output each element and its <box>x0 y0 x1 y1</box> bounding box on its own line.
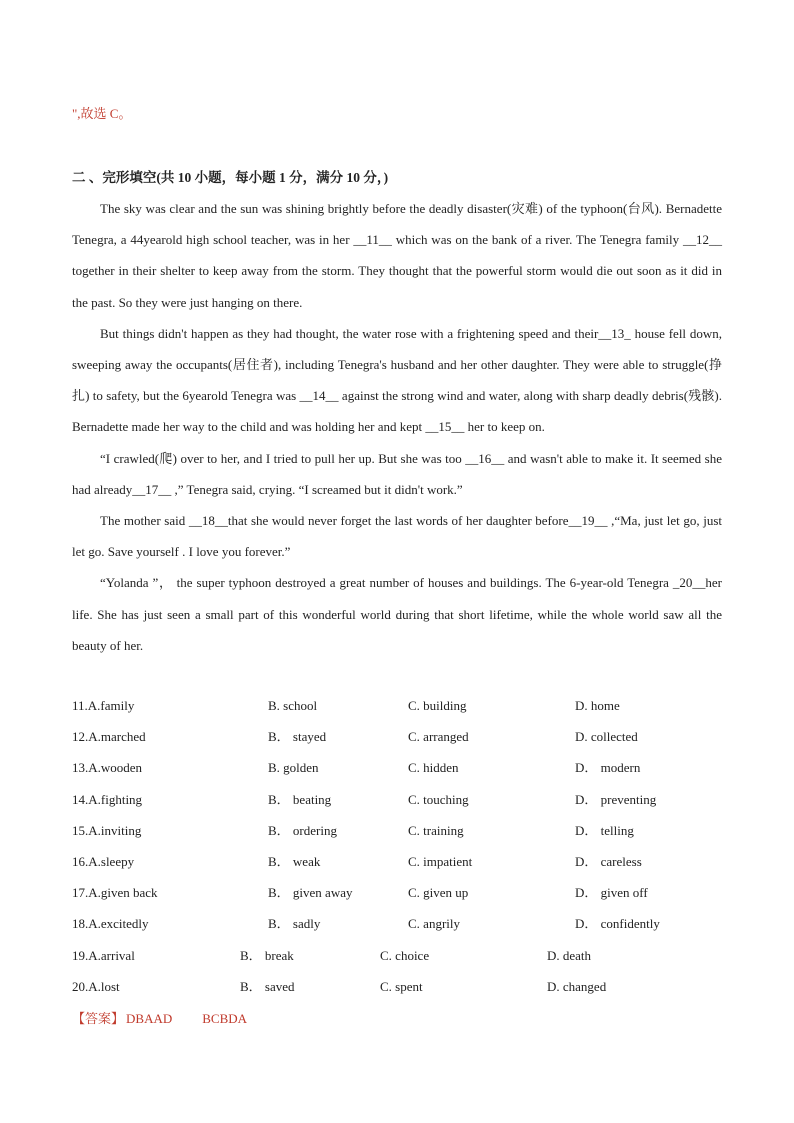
option-a: 20.A.lost <box>72 978 120 994</box>
option-b: B． sadly <box>268 916 321 932</box>
option-d: D. changed <box>547 978 607 994</box>
option-c: C. given up <box>408 885 469 901</box>
passage-paragraph: “I crawled(爬) over to her, and I tried to pull her up. But she was too __16__ and wasn't able to make it. It seemed she had already__17__ ,” Tenegra said, crying. “I screamed but it didn't work.” <box>72 450 722 497</box>
option-a: 18.A.excitedly <box>72 916 149 932</box>
option-b: B． saved <box>240 978 295 994</box>
cloze-passage <box>72 193 722 661</box>
option-d: D． careless <box>575 853 642 869</box>
question-row <box>72 815 722 846</box>
answer-group-2: BCBDA <box>202 1011 248 1026</box>
option-d: D. home <box>575 698 620 713</box>
option-a: 19.A.arrival <box>72 947 135 963</box>
option-a: 17.A.given back <box>72 885 158 901</box>
question-row <box>72 877 722 908</box>
option-a: 12.A.marched <box>72 729 146 745</box>
option-b: B． beating <box>268 791 332 807</box>
passage-paragraph: But things didn't happen as they had thought, the water rose with a frightening speed and their__13_ house fell down, sweeping away the occupants(居住者), including Tenegra's husband and her other daughter. They were able to struggle(挣扎) to safety, but the 6yearold Tenegra was __14__ against the strong wind and water, along with sharp deadly debris(残骸). Bernadette made her way to the child and was holding her and kept __15__ her to keep on. <box>72 325 722 435</box>
option-b: B. golden <box>268 760 319 776</box>
question-row <box>72 940 722 971</box>
option-d: D． confidently <box>575 916 660 932</box>
option-c: C. hidden <box>408 760 459 776</box>
answer-group-1: DBAAD <box>126 1011 173 1026</box>
option-d: D． modern <box>575 760 641 776</box>
option-a: 15.A.inviting <box>72 822 142 838</box>
option-b: B． stayed <box>268 729 327 745</box>
option-c: C. impatient <box>408 853 473 869</box>
answer-label: 【答案】 <box>72 1011 125 1026</box>
option-d: D． preventing <box>575 791 657 807</box>
option-c: C. spent <box>380 978 423 994</box>
option-d: D． telling <box>575 822 634 838</box>
option-a: 13.A.wooden <box>72 760 143 776</box>
option-a: 11.A.family <box>72 698 135 713</box>
passage-paragraph: The sky was clear and the sun was shining brightly before the deadly disaster(灾难) of the typhoon(台风). Bernadette Tenegra, a 44yearold high school teacher, was in her __11__ which was on the bank of a river. The Tenegra family __12__ together in their shelter to keep away from the storm. They thought that the powerful storm would die out soon as it did in the past. So they were just hanging on there. <box>72 201 722 310</box>
option-c: C. training <box>408 822 464 838</box>
question-options <box>72 690 722 1002</box>
option-a: 16.A.sleepy <box>72 853 135 869</box>
previous-answer-tail: ",故选 C。 <box>72 106 132 121</box>
question-row <box>72 690 722 721</box>
question-row <box>72 784 722 815</box>
question-row <box>72 908 722 939</box>
option-d: D. death <box>547 947 592 963</box>
option-c: C. choice <box>380 947 430 963</box>
question-row <box>72 846 722 877</box>
option-d: D. collected <box>575 729 638 745</box>
option-b: B． given away <box>268 885 353 901</box>
passage-paragraph: “Yolanda ”， the super typhoon destroyed a great number of houses and buildings. The 6-year-old Tenegra _20__her life. She has just seen a small part of this wonderful world during that short lifetime, while the whole world saw all the beauty of her. <box>72 575 722 653</box>
option-b: B． break <box>240 947 294 963</box>
option-b: B． ordering <box>268 822 337 838</box>
section-title: 二 、完形填空(共 10 小题，每小题 1 分，满分 10 分，) <box>72 170 389 185</box>
question-row <box>72 752 722 783</box>
option-c: C. building <box>408 698 467 713</box>
option-a: 14.A.fighting <box>72 791 143 807</box>
question-row <box>72 971 722 1002</box>
option-c: C. arranged <box>408 729 469 745</box>
option-d: D． given off <box>575 885 648 901</box>
passage-paragraph: The mother said __18__that she would never forget the last words of her daughter before__19__ ,“Ma, just let go, just let go. Save yourself . I love you forever.” <box>72 513 722 560</box>
option-c: C. angrily <box>408 916 460 932</box>
option-c: C. touching <box>408 791 469 807</box>
option-b: B. school <box>268 698 318 713</box>
option-b: B． weak <box>268 853 321 869</box>
question-row <box>72 721 722 752</box>
answer-key <box>72 1003 247 1034</box>
